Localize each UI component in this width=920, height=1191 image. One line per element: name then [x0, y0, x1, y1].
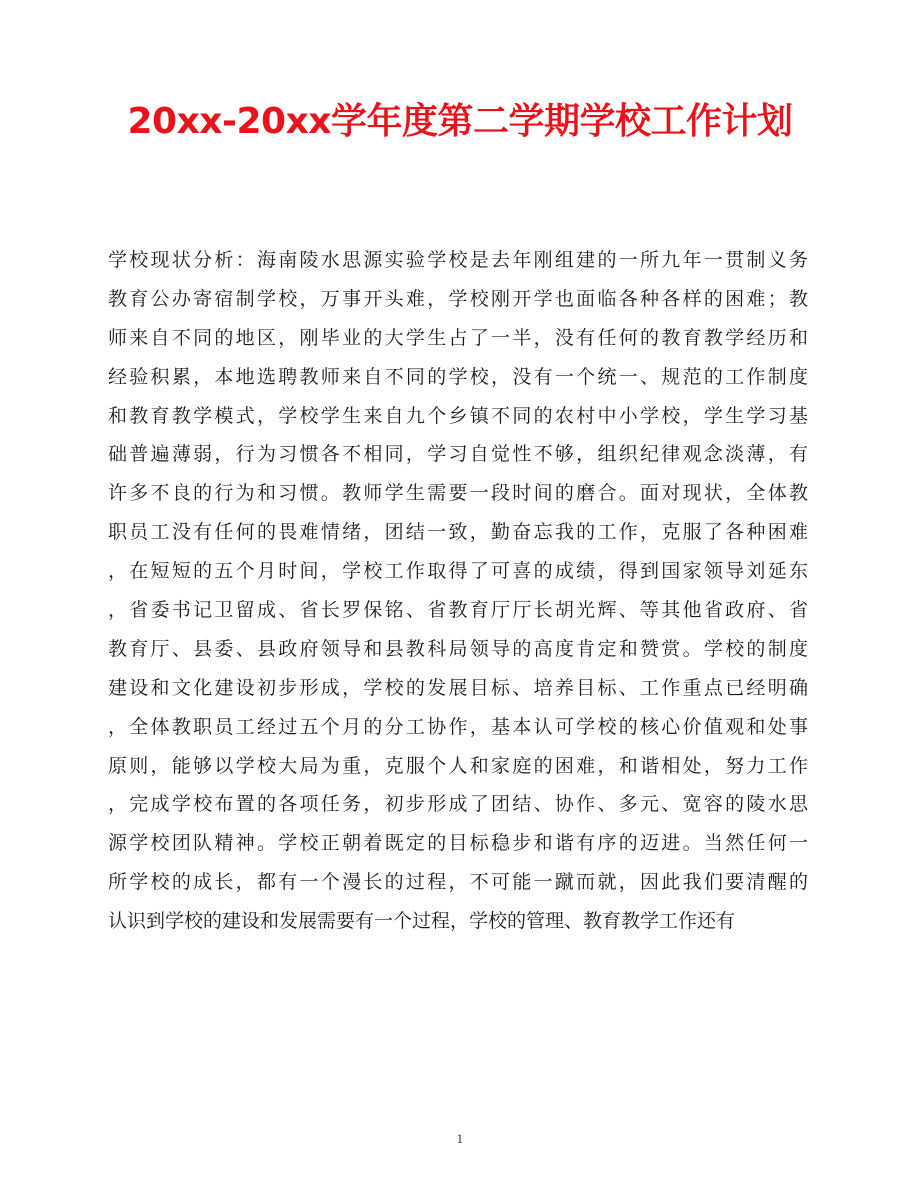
text-line: 师来自不同的地区，刚毕业的大学生占了一半，没有任何的教育教学经历和: [108, 326, 808, 349]
text-line: 源学校团队精神。学校正朝着既定的目标稳步和谐有序的迈进。当然任何一: [108, 832, 808, 855]
text-line: 础普遍薄弱，行为习惯各不相同，学习自觉性不够，组织纪律观念淡薄，有: [108, 443, 808, 466]
text-line: 许多不良的行为和习惯。教师学生需要一段时间的磨合。面对现状，全体教: [108, 482, 808, 505]
document-title: 20xx-20xx学年度第二学期学校工作计划: [127, 101, 793, 142]
text-line: 建设和文化建设初步形成，学校的发展目标、培养目标、工作重点已经明确: [108, 676, 808, 699]
text-line: ，全体教职员工经过五个月的分工协作，基本认可学校的核心价值观和处事: [108, 715, 808, 738]
page-number: 1: [456, 1133, 464, 1146]
text-line: 教育公办寄宿制学校，万事开头难，学校刚开学也面临各种各样的困难；教: [108, 287, 808, 310]
text-line: 经验积累，本地选聘教师来自不同的学校，没有一个统一、规范的工作制度: [108, 365, 808, 388]
text-line: ，完成学校布置的各项任务，初步形成了团结、协作、多元、宽容的陵水思: [108, 793, 808, 816]
text-line: 学校现状分析：海南陵水思源实验学校是去年刚组建的一所九年一贯制义务: [108, 249, 808, 271]
text-line: ，省委书记卫留成、省长罗保铭、省教育厅厅长胡光辉、等其他省政府、省: [108, 599, 808, 622]
text-line: 和教育教学模式，学校学生来自九个乡镇不同的农村中小学校，学生学习基: [108, 404, 808, 427]
text-line: 职员工没有任何的畏难情绪，团结一致，勤奋忘我的工作，克服了各种困难: [108, 521, 808, 544]
text-line: 教育厅、县委、县政府领导和县教科局领导的高度肯定和赞赏。学校的制度: [108, 637, 808, 660]
text-line: 原则，能够以学校大局为重，克服个人和家庭的困难，和谐相处，努力工作: [108, 754, 808, 777]
body-paragraph: [108, 241, 808, 941]
text-line: 所学校的成长，都有一个漫长的过程，不可能一蹴而就，因此我们要清醒的: [108, 871, 808, 894]
text-line: ，在短短的五个月时间，学校工作取得了可喜的成绩，得到国家领导刘延东: [108, 560, 808, 583]
text-line: 认识到学校的建设和发展需要有一个过程，学校的管理、教育教学工作还有: [108, 910, 736, 933]
